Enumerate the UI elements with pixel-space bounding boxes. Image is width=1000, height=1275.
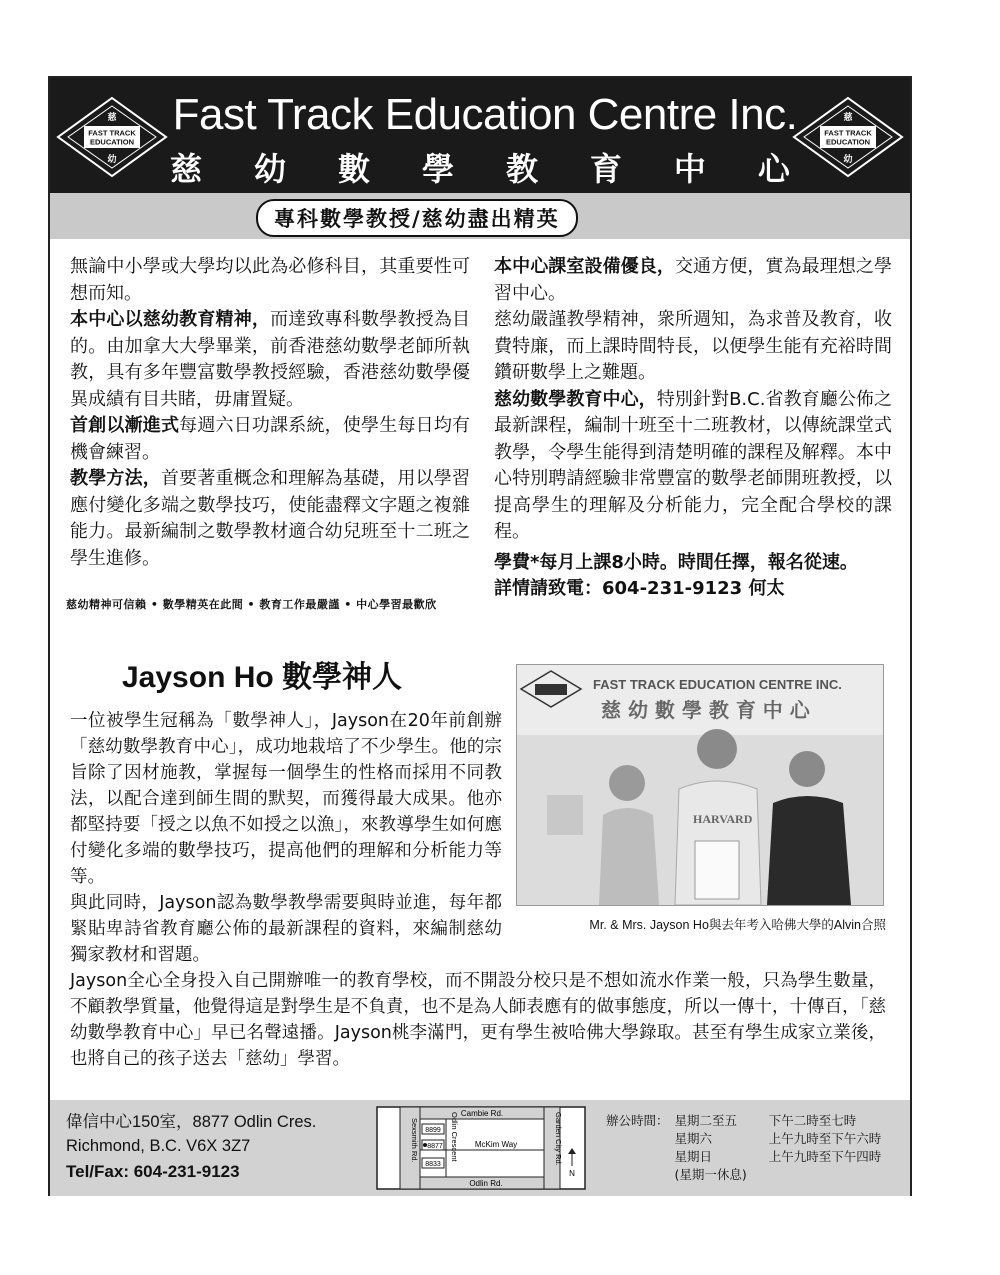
group-photo [516, 664, 884, 906]
photo-caption: Mr. & Mrs. Jayson Ho與去年考入哈佛大學的Alvin合照 [589, 918, 886, 932]
photo-figure [516, 664, 886, 936]
title-zh-char: 學 [421, 150, 454, 188]
story-paragraph: Jayson全心全身投入自己開辦唯一的教育學校，而不開設分校只是不想如流水作業一般，只為學生數量，不顧教學質量，他覺得這是對學生是不負責，也不是為人師表應有的做事態度，所以一傳十，十傳百，「慈幼數學教育中心」早已名聲遠播。Jayson桃李滿門，更有學生被哈佛大學錄取。甚至有學生成家立業後，也將自己的孩子送去「慈幼」學習。 [70, 971, 886, 1069]
footer-contact [50, 1100, 910, 1196]
logo-text-line2: EDUCATION [89, 137, 135, 147]
road-cambie: Cambie Rd. [460, 1109, 504, 1118]
title-chinese [170, 144, 790, 190]
slogan-pill: 專科數學教授/慈幼盡出精英 [256, 199, 578, 237]
title-zh-char: 中 [673, 150, 706, 188]
logo-text-line2: EDUCATION [825, 137, 871, 147]
title-zh-char: 育 [589, 150, 622, 188]
location-map [376, 1106, 586, 1190]
hours-row [606, 1112, 887, 1130]
intro-column-right [494, 254, 892, 603]
logo-char-bottom: 幼 [107, 155, 117, 165]
title-zh-char: 慈 [170, 150, 203, 188]
hours-day: 星期六 [674, 1131, 713, 1146]
photo-shirt-text: HARVARD [693, 812, 753, 826]
paragraph: 無論中小學或大學均以此為必修科目，其重要性可想而知。 [70, 256, 470, 304]
office-hours [606, 1112, 887, 1184]
logo-text-line1: FAST TRACK [824, 128, 872, 138]
hours-time: 上午九時至下午六時 [768, 1131, 882, 1146]
paragraph: 本中心以慈幼教育精神，而達致專科數學教授為目的。由加拿大大學畢業，前香港慈幼數學老師所執教，具有多年豐富數學教授經驗，香港慈幼數學優異成績有目共睹，毋庸置疑。 [70, 309, 471, 410]
paragraph: 本中心課室設備優良，交通方便，實為最理想之學習中心。 [494, 256, 892, 304]
hours-row [606, 1130, 887, 1148]
logo-emblem-left [56, 96, 168, 178]
logo-char-top: 慈 [843, 113, 853, 123]
road-sexsmith: Sexsmith Rd. [410, 1118, 419, 1163]
story-paragraph: 一位被學生冠稱為「數學神人」，Jayson在20年前創辦「慈幼數學教育中心」，成功地栽培了不少學生。他的宗旨除了因材施教，掌握每一個學生的性格而採用不同教法，以配合達到師生間的默契，而獲得最大成果。他亦都堅持要「授之以魚不如授之以漁」，來教導學生如何應付變化多端的數學技巧，提高他們的理解和分析能力等等。 [70, 711, 502, 887]
hours-time: 上午九時至下午四時 [768, 1149, 882, 1164]
building-8833: 8833 [425, 1161, 441, 1168]
story-paragraph: 與此同時，Jayson認為數學教學需要與時並進，每年都緊貼卑詩省教育廳公佈的最新課程的資料，來編制慈幼獨家教材和習題。 [70, 893, 502, 965]
road-garden-city: Garden City Rd. [554, 1112, 563, 1166]
hours-row [606, 1166, 887, 1184]
building-8877: 8877 [427, 1143, 443, 1150]
address-line-2: Richmond, B.C. V6X 3Z7 [66, 1137, 251, 1155]
header-banner [50, 78, 910, 193]
photo-sign-en: FAST TRACK EDUCATION CENTRE INC. [593, 677, 842, 692]
road-mckim: McKim Way [474, 1140, 518, 1149]
north-label: N [569, 1169, 575, 1178]
motto-line: 慈幼精神可信賴 • 數學精英在此間 • 教育工作最嚴謹 • 中心學習最歡欣 [66, 598, 437, 611]
title-zh-char: 幼 [253, 150, 286, 188]
paragraph: 首創以漸進式每週六日功課系統，使學生每日均有機會練習。 [70, 415, 471, 463]
logo-emblem-right [792, 96, 904, 178]
title-english: Fast Track Education Centre Inc. [172, 90, 798, 139]
logo-char-bottom: 幼 [843, 155, 853, 165]
road-odlin-crescent: Odlin Crescent [450, 1112, 459, 1162]
fee-line: 學費*每月上課8小時。時間任擇，報名從速。 [494, 551, 858, 573]
building-8899: 8899 [425, 1127, 441, 1134]
paragraph: 慈幼數學教育中心，特別針對B.C.省教育廳公佈之最新課程，編制十班至十二班教材，以傳統課堂式教學，令學生能得到清楚明確的課程及解釋。本中心特別聘請經驗非常豐富的數學老師開班教授，以提高學生的理解及分析能力，完全配合學校的課程。 [494, 388, 893, 542]
hours-row [606, 1148, 887, 1166]
paragraph: 慈幼嚴謹教學精神，衆所週知，為求普及教育，收費特廉，而上課時間特長，以便學生能有充裕時間鑽研數學上之難題。 [494, 309, 892, 383]
photo-illustration [517, 665, 883, 905]
title-zh-char: 教 [505, 150, 538, 188]
hours-time: 下午二時至七時 [768, 1113, 857, 1128]
address-line-1: 偉信中心150室，8877 Odlin Cres. [66, 1113, 317, 1131]
address [66, 1110, 316, 1158]
photo-sign-zh: 慈 幼 數 學 教 育 中 心 [601, 698, 810, 722]
intro-column-left [70, 254, 470, 572]
slogan-band [50, 193, 910, 239]
logo-char-top: 慈 [107, 113, 117, 123]
hours-label: 辦公時間： [606, 1113, 669, 1128]
title-zh-char: 數 [337, 150, 370, 188]
logo-text-line1: FAST TRACK [88, 128, 136, 138]
paragraph: 教學方法，首要著重概念和理解為基礎，用以學習應付變化多端之數學技巧，使能盡釋文字題之複雜能力。最新編制之數學教材適合幼兒班至十二班之學生進修。 [70, 468, 470, 569]
hours-day: 星期二至五 [674, 1113, 738, 1128]
title-zh-char: 心 [757, 150, 790, 188]
road-odlin: Odlin Rd. [469, 1179, 503, 1188]
hours-closed-note: (星期一休息) [674, 1167, 747, 1182]
hours-day: 星期日 [674, 1149, 713, 1164]
contact-line: 詳情請致電：604-231-9123 何太 [494, 578, 785, 599]
section-title-jayson: Jayson Ho 數學神人 [122, 661, 403, 694]
tel-fax: Tel/Fax: 604-231-9123 [66, 1162, 240, 1181]
advertisement-frame [48, 76, 912, 1196]
